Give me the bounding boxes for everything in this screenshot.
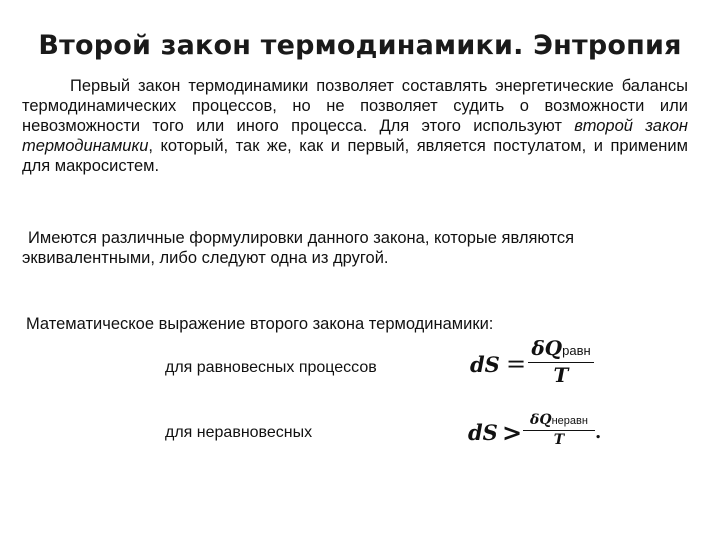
nonequilibrium-subscript: неравн <box>551 415 588 427</box>
nonequilibrium-lhs: dS <box>468 420 498 445</box>
nonequilibrium-numerator <box>523 412 595 428</box>
equilibrium-label: для равновесных процессов <box>165 359 377 376</box>
equals-sign: = <box>506 350 527 378</box>
math-expression-paragraph: Математическое выражение второго закона термодинамики: <box>26 315 494 333</box>
equilibrium-numerator <box>528 336 594 360</box>
greater-than-sign: > <box>502 418 523 447</box>
nonequilibrium-denominator: T <box>553 432 565 448</box>
equilibrium-subscript: равн <box>562 343 591 358</box>
equilibrium-fraction <box>528 336 594 387</box>
equilibrium-formula <box>470 336 600 392</box>
intro-text-start: Первый закон термодинамики позволяет составлять энергетические балансы термодинамических процессов, но не позволяет судить о возможности или невозможности того или иного процесса. Для этого используют <box>22 77 688 135</box>
equilibrium-delta-q: δQ <box>531 336 563 360</box>
nonequilibrium-label: для неравновесных <box>165 424 313 441</box>
nonequilibrium-formula <box>468 410 608 454</box>
second-law-italic: второй закон термодинамики <box>22 117 688 155</box>
formulations-paragraph: Имеются различные формулировки данного закона, которые являются эквивалентными, либо следуют одна из другой. <box>22 229 574 267</box>
intro-paragraph <box>22 76 688 176</box>
equilibrium-denominator: T <box>553 363 569 387</box>
trailing-period: . <box>595 422 602 443</box>
nonequilibrium-delta-q: δQ <box>530 412 552 428</box>
slide-title: Второй закон термодинамики. Энтропия <box>38 30 682 61</box>
equilibrium-lhs: dS <box>470 352 500 377</box>
intro-text-end: , который, так же, как и первый, является постулатом, и применим для макросистем. <box>22 137 688 175</box>
nonequilibrium-fraction <box>523 412 595 449</box>
